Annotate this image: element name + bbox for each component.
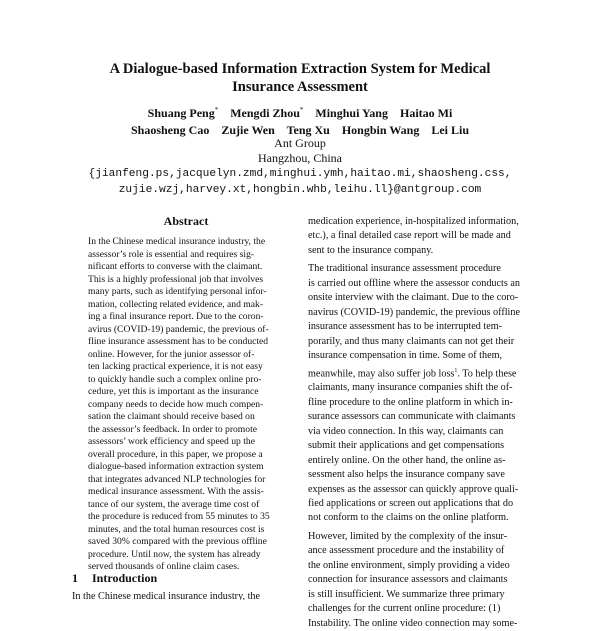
text-line: insurance assessment has to be interrupted tem- [308,321,503,333]
text-line: company needs to decide how much compen- [88,398,264,410]
text-line: is still insufficient. We summarize three primary [308,588,505,600]
text-line: many parts, such as identifying personal infor- [88,286,267,297]
text-line: assessors’ work efficiency and speed up the [88,436,255,447]
author-name: Hongbin Wang [341,123,420,137]
text-line: tance of our system, the average time cost of [88,498,260,510]
author-name: Mengdi Zhou [230,106,300,120]
text-line: submit their applications and get compensations [308,440,505,452]
text-line: fline insurance assessment has to be conducted [88,336,269,347]
text-line: is carried out offline where the assessor conducts an [308,277,520,289]
text-line: procedure. Until now, the system has already [88,548,261,560]
author-name: Shaosheng Cao [130,123,210,137]
text-line: onsite interview with the claimant. Due to the coro- [308,292,519,304]
text-line: The traditional insurance assessment procedure [308,263,501,275]
text-line: minutes, and the total human resources cost is [88,523,265,535]
text-line: This is a highly professional job that involves [88,273,264,285]
paper-title [70,60,530,96]
affiliation: Ant Group [274,136,326,150]
text-line: not conform to the claims on the online platform. [308,512,509,524]
author-mark: * [299,106,304,114]
right-column [308,215,536,631]
text-line: connection for insurance assessors and claimants [308,574,508,586]
text-line: porarily, and thus many claimants can not get their [308,335,515,347]
author-name: Lei Liu [431,123,470,137]
section-title: Introduction [92,571,158,585]
text-line: mation, collecting related evidence, and mak- [88,298,264,310]
email-block [30,166,570,198]
text-line: saved 30% compared with the previous offline [88,536,267,547]
footnote-mark: 1 [454,367,458,374]
text-line: etc.), a final detailed case report will be made and [308,230,511,242]
text-line: However, limited by the complexity of the insur- [308,530,508,542]
text-line: entirely online. On the other hand, the online as- [308,454,506,466]
paragraph [308,215,536,258]
author-name: Shuang Peng [147,106,215,120]
text-fragment: meanwhile, may also suffer job loss [308,367,455,379]
paragraph-part [308,381,536,526]
intro-first-line: In the Chinese medical insurance industry, the [72,591,261,600]
email-line-1: {jianfeng.ps,jacquelyn.zmd,minghui.ymh,haitao.mi,shaosheng.css, [88,168,512,180]
text-line: insurance compensation in time. Some of them, [308,350,503,362]
text-line: served thousands of online claim cases. [88,561,240,572]
section-heading-introduction [72,571,157,586]
author-name: Teng Xu [286,123,330,137]
text-line: challenges for the current online procedure: (1) [308,603,501,615]
author-name: Haitao Mi [399,106,453,120]
text-line: surance assessors can communicate with claimants [308,411,516,423]
paragraph [308,262,536,526]
text-line: the procedure is reduced from 55 minutes to 35 [88,511,270,522]
text-line: fline procedure to the online platform in which in- [308,396,513,408]
text-line: fied applications or screen out applications that do [308,498,514,509]
paragraph [308,530,536,631]
email-line-2: zujie.wzj,harvey.xt,hongbin.whb,leihu.ll}@antgroup.com [118,184,482,196]
text-line [308,364,536,382]
text-line: expenses as the assessor can quickly approve quali- [308,483,519,495]
author-mark: * [214,106,219,114]
section-number: 1 [72,571,78,585]
text-line: medical insurance assessment. With the assis- [88,486,264,497]
affiliation-block [40,136,560,166]
text-line: assessor’s role is essential and requires sig- [88,248,255,260]
location: Hangzhou, China [258,151,342,165]
text-line: the assessor’s feedback. In order to promote [88,423,257,435]
text-line: claimants, many insurance companies shift the of- [308,382,513,394]
text-line: sessment also helps the insurance company save [308,469,505,481]
text-line: the online environment, simply providing a video [308,559,510,571]
authors-line-1 [40,102,560,122]
abstract-heading: Abstract [163,214,209,228]
text-line: Instability. The online video connection may some- [308,617,518,629]
text-line: via video connection. In this way, claimants can [308,425,504,437]
text-line: to quickly handle such a complex online pro- [88,373,262,385]
text-line: cedure, yet this is important as the insurance [88,386,259,397]
text-line: sation the claimant should receive based on [88,411,255,422]
text-line: sent to the insurance company. [308,244,434,256]
text-line: overall procedure, in this paper, we propose a [88,448,263,460]
text-fragment: . To help these [457,367,517,379]
text-line: ten lacking practical experience, it is not easy [88,361,263,372]
text-line: navirus (COVID-19) pandemic, the previous offline [308,306,520,318]
paragraph-part [308,262,536,363]
text-line: that integrates advanced NLP technologies for [88,473,266,485]
text-line: online. However, for the junior assessor of- [88,348,255,360]
text-line: medication experience, in-hospitalized information, [308,216,519,227]
text-line: ing a final insurance report. Due to the coron- [88,311,264,322]
author-name: Zujie Wen [221,123,275,137]
author-name: Minghui Yang [315,106,388,120]
abstract-body [88,236,284,574]
text-line: In the Chinese medical insurance industry, the [88,236,266,247]
text-line: ance assessment procedure and the instability of [308,545,505,557]
text-line: nificant efforts to converse with the claimant. [88,261,263,272]
title-line-2: Insurance Assessment [232,79,368,95]
author-list [40,102,560,139]
text-line: avirus (COVID-19) pandemic, the previous of- [88,323,269,335]
title-line-1: A Dialogue-based Information Extraction System for Medical [109,61,491,77]
text-line: dialogue-based information extraction system [88,461,264,472]
